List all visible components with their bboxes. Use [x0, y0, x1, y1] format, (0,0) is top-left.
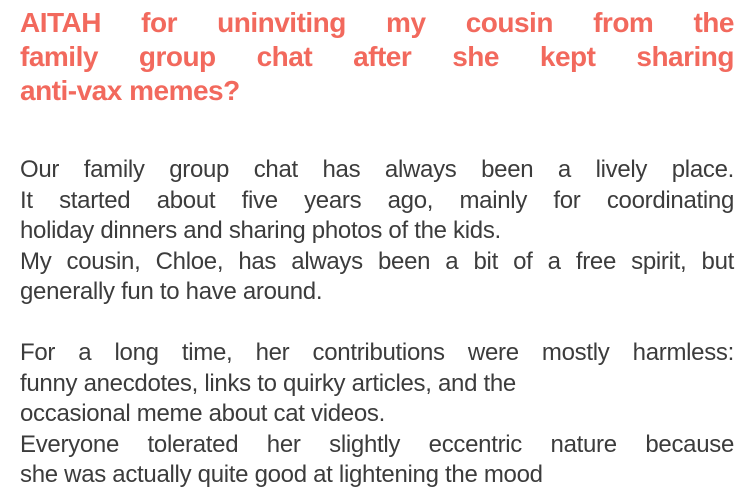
body-line-5: generally fun to have around.: [20, 278, 323, 305]
title-line-2: family group chat after she kept sharing: [20, 41, 734, 72]
body-line-7: funny anecdotes, links to quirky articles, and the: [20, 369, 516, 397]
title-line-1: AITAH for uninviting my cousin from the: [20, 7, 734, 38]
post-title: [20, 6, 734, 108]
body-line-3: holiday dinners and sharing photos of the kids.: [20, 217, 501, 244]
body-line-1: Our family group chat has always been a lively place.: [20, 156, 734, 183]
post-body: [20, 155, 734, 491]
body-line-2: It started about five years ago, mainly for coordinating: [20, 186, 734, 214]
body-line-8: occasional meme about cat videos.: [20, 400, 385, 427]
body-line-10-clipped: she was actually quite good at lightening the mood: [20, 461, 543, 488]
body-line-9: Everyone tolerated her slightly eccentric nature because: [20, 430, 734, 458]
title-line-3: anti-vax memes?: [20, 75, 240, 106]
paragraph-spacer: [20, 308, 734, 339]
body-line-4: My cousin, Chloe, has always been a bit of a free spirit, but: [20, 247, 734, 275]
body-line-6: For a long time, her contributions were mostly harmless:: [20, 339, 734, 366]
